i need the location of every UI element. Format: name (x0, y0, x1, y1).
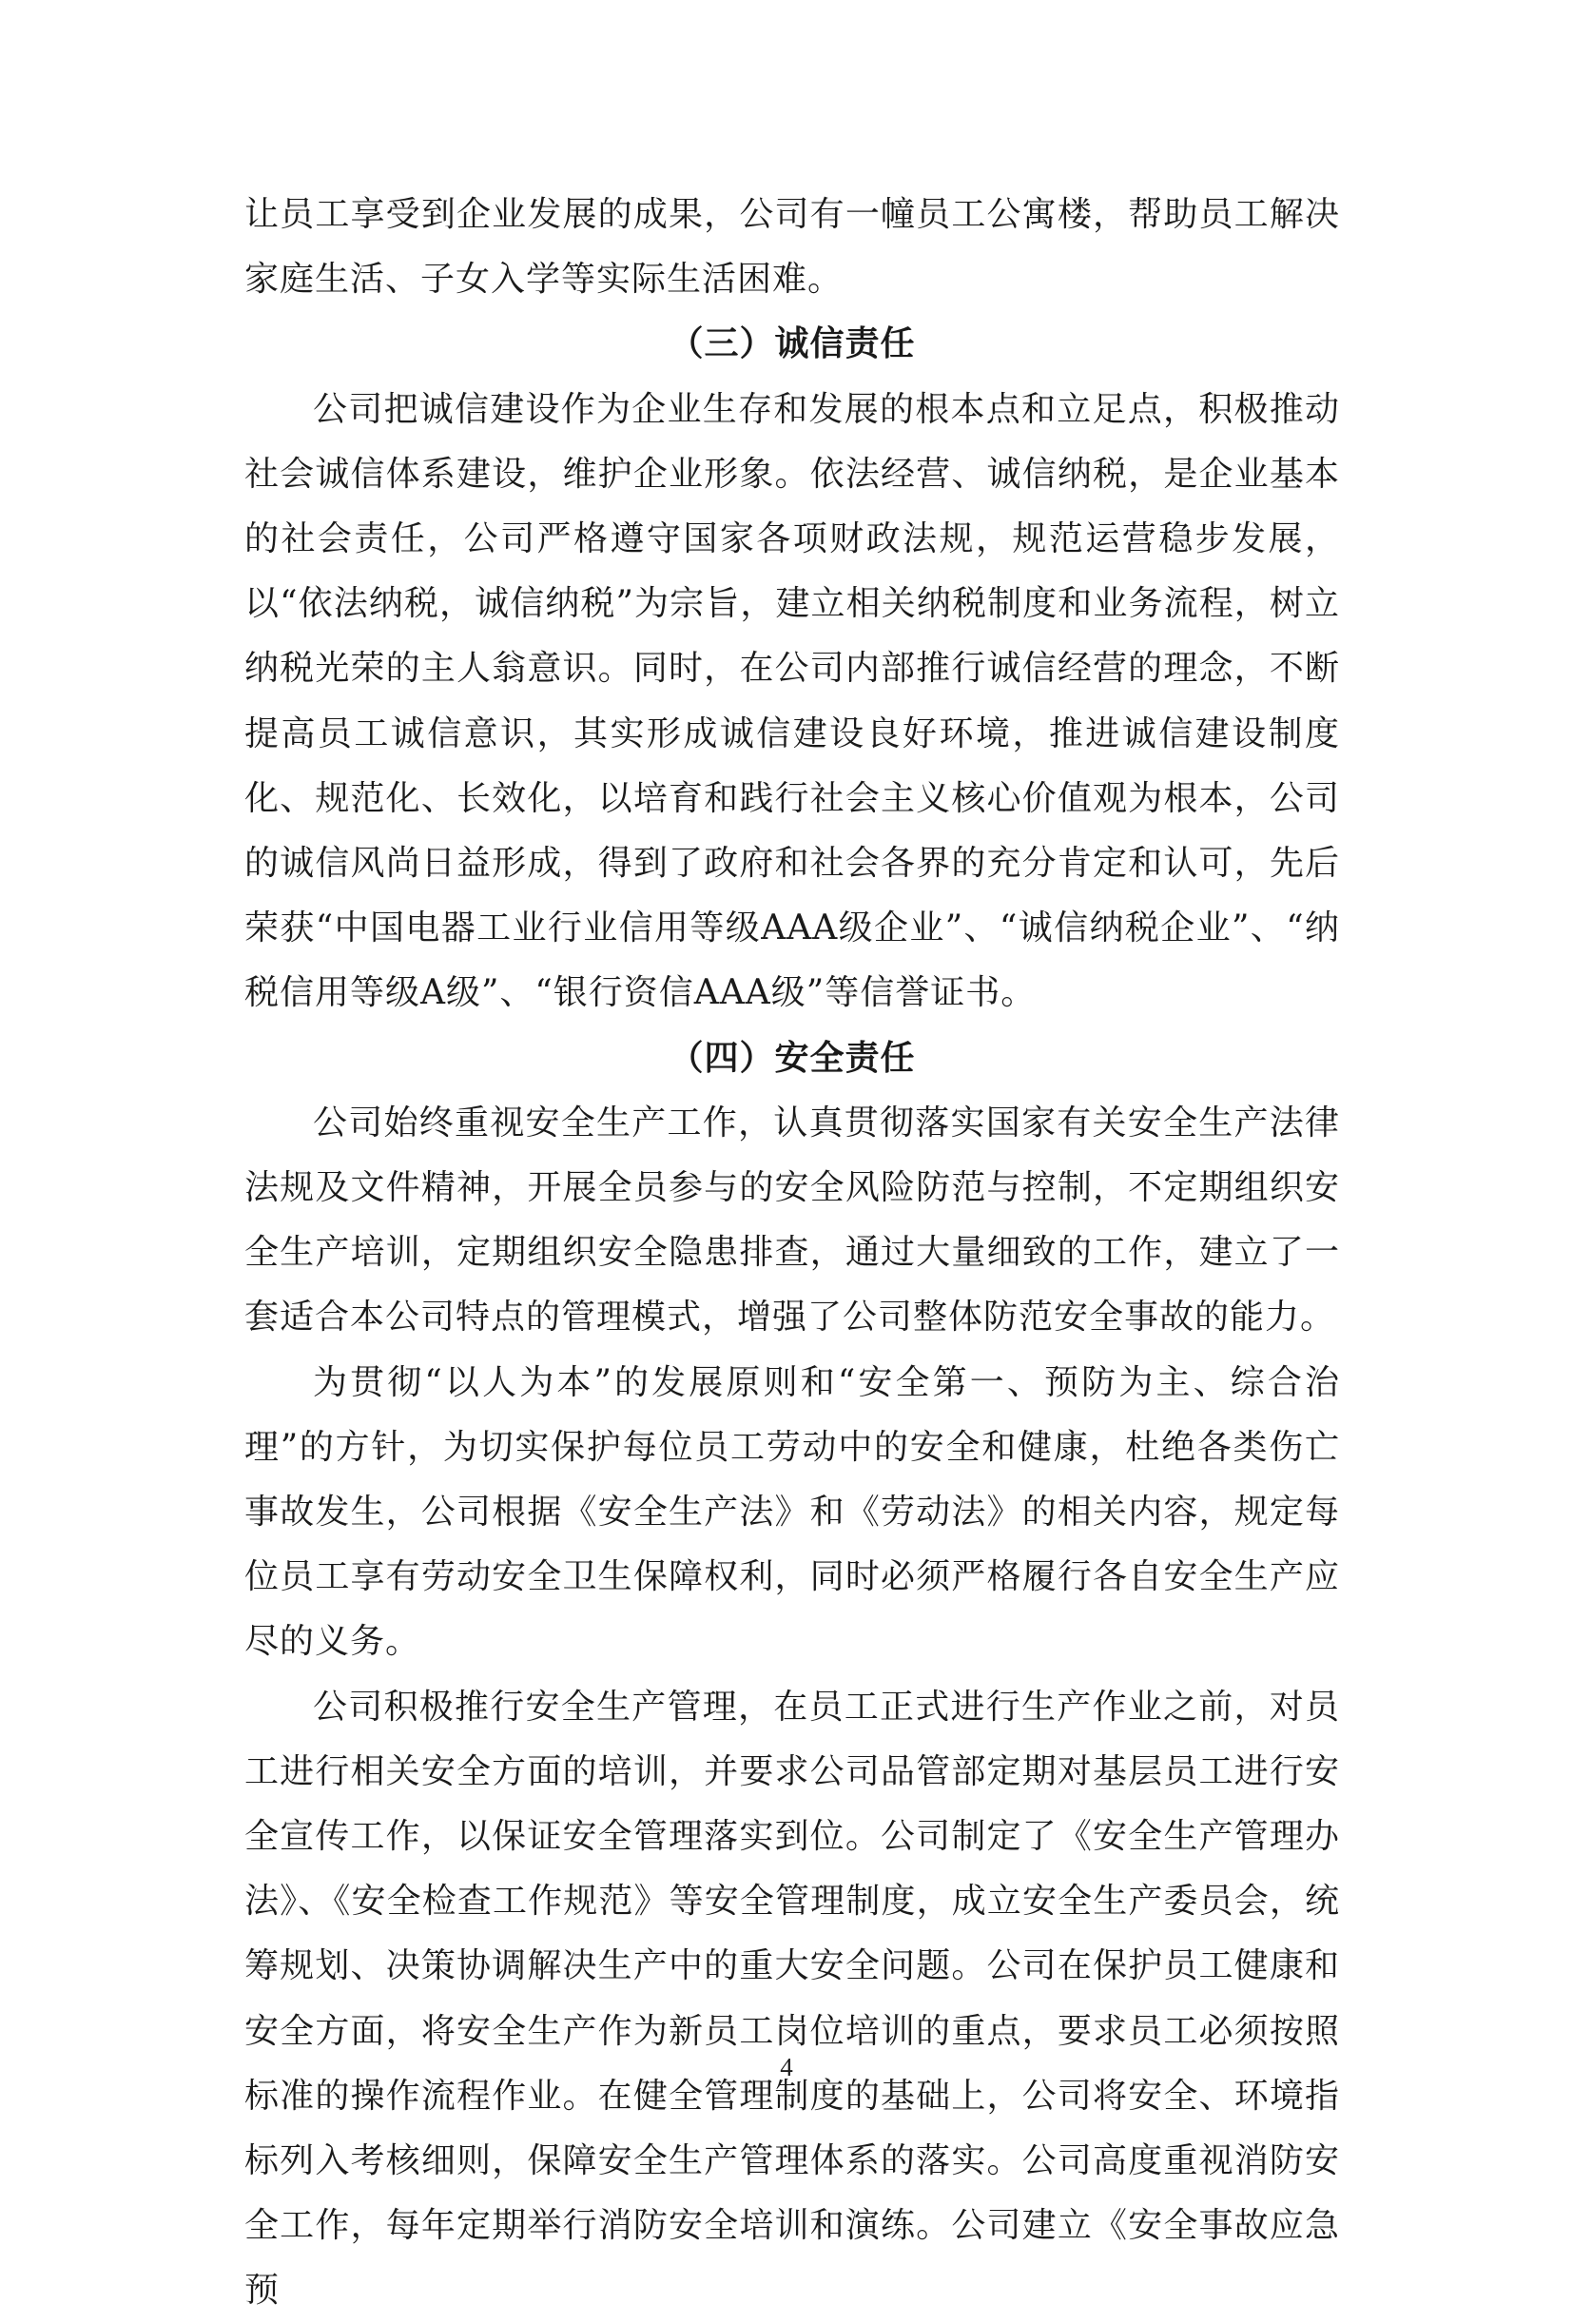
paragraph-integrity: 公司把诚信建设作为企业生存和发展的根本点和立足点，积极推动社会诚信体系建设，维护企业形象。依法经营、诚信纳税，是企业基本的社会责任，公司严格遵守国家各项财政法规，规范运营稳步发展，以“依法纳税，诚信纳税”为宗旨，建立相关纳税制度和业务流程，树立纳税光荣的主人翁意识。同时，在公司内部推行诚信经营的理念，不断提高员工诚信意识，其实形成诚信建设良好环境，推进诚信建设制度化、规范化、长效化，以培育和践行社会主义核心价值观为根本，公司的诚信风尚日益形成，得到了政府和社会各界的充分肯定和认可，先后荣获“中国电器工业行业信用等级AAA级企业”、“诚信纳税企业”、“纳税信用等级A级”、“银行资信AAA级”等信誉证书。 (244, 389, 1340, 1013)
page-number: 4 (780, 2053, 793, 2081)
paragraph-continuation: 让员工享受到企业发展的成果，公司有一幢员工公寓楼，帮助员工解决家庭生活、子女入学等实际生活困难。 (244, 195, 1340, 300)
paragraph-safety-3: 公司积极推行安全生产管理，在员工正式进行生产作业之前，对员工进行相关安全方面的培训，并要求公司品管部定期对基层员工进行安全宣传工作，以保证安全管理落实到位。公司制定了《安全生产管理办法》、《安全检查工作规范》等安全管理制度，成立安全生产委员会，统筹规划、决策协调解决生产中的重大安全问题。公司在保护员工健康和安全方面，将安全生产作为新员工岗位培训的重点，要求员工必须按照标准的操作流程作业。在健全管理制度的基础上，公司将安全、环境指标列入考核细则，保障安全生产管理体系的落实。公司高度重视消防安全工作，每年定期举行消防安全培训和演练。公司建立《安全事故应急预 (244, 1687, 1340, 2311)
section-heading-safety: （四）安全责任 (669, 1038, 916, 1078)
section-heading-integrity: （三）诚信责任 (669, 324, 916, 364)
page-body (244, 183, 1340, 2324)
paragraph-safety-2: 为贯彻“以人为本”的发展原则和“安全第一、预防为主、综合治理”的方针，为切实保护每位员工劳动中的安全和健康，杜绝各类伤亡事故发生，公司根据《安全生产法》和《劳动法》的相关内容，规定每位员工享有劳动安全卫生保障权利，同时必须严格履行各自安全生产应尽的义务。 (244, 1362, 1340, 1662)
paragraph-safety-1: 公司始终重视安全生产工作，认真贯彻落实国家有关安全生产法律法规及文件精神，开展全员参与的安全风险防范与控制，不定期组织安全生产培训，定期组织安全隐患排查，通过大量细致的工作，建立了一套适合本公司特点的管理模式，增强了公司整体防范安全事故的能力。 (244, 1103, 1340, 1338)
